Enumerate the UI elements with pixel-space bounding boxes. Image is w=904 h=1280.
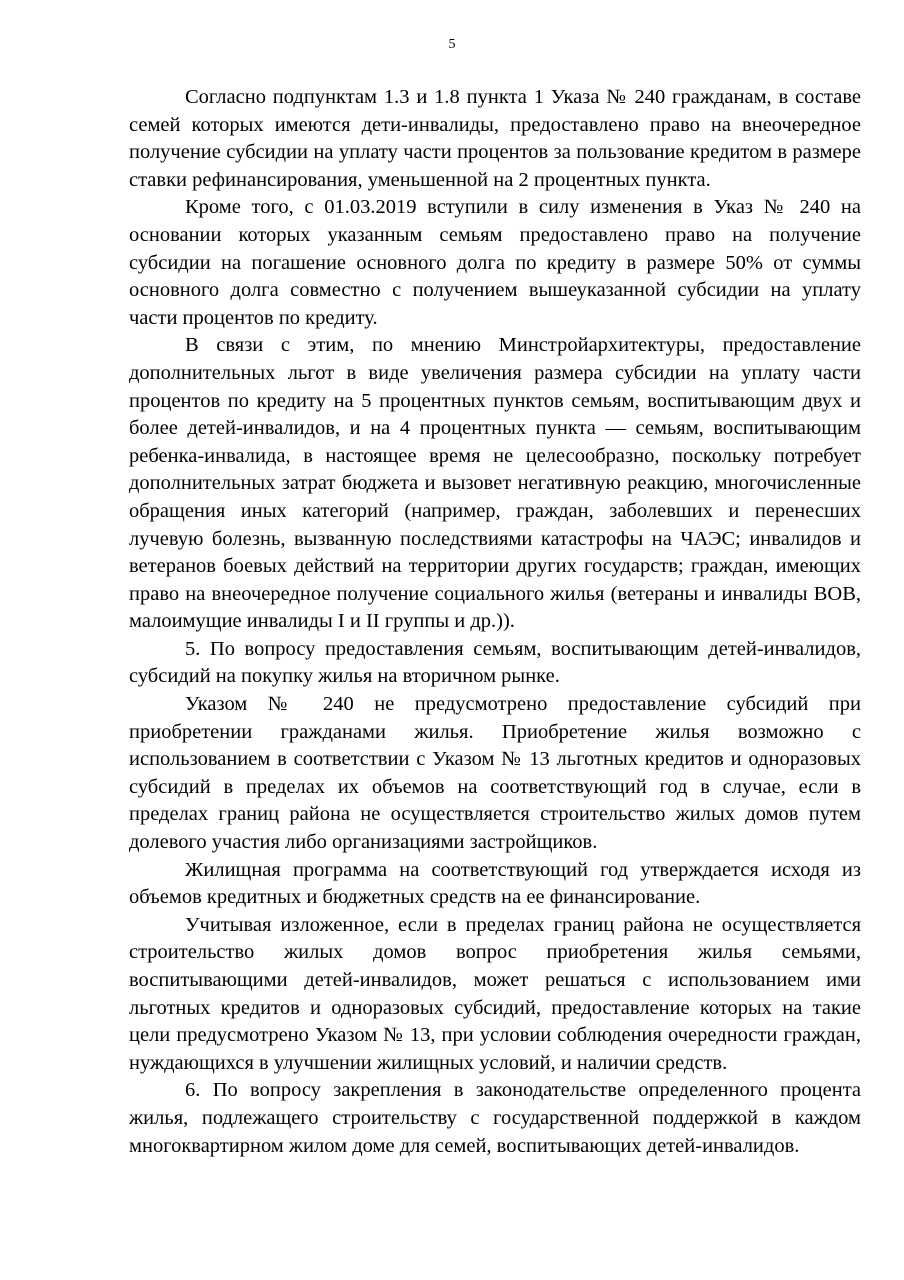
paragraph-section-6-heading: 6. По вопросу закрепления в законодательстве определенного процента жилья, подлежащего строительству с государственной поддержкой в каждом многоквартирном жилом доме для семей, воспитывающих детей-инвалидов. [129,1079,861,1157]
paragraph-ministry-opinion: В связи с этим, по мнению Минстройархитектуры, предоставление дополнительных льгот в виде увеличения размера субсидии на уплату части процентов по кредиту на 5 процентных пунктов семьям, воспитывающим двух и более детей-инвалидов, и на 4 процентных пункта — семьям, воспитывающим ребенка-инвалида, в настоящее время не целесообразно, поскольку потребует дополнительных затрат бюджета и вызовет негативную реакцию, многочисленные обращения иных категорий (например, граждан, заболевших и перенесших лучевую болезнь, вызванную последствиями катастрофы на ЧАЭС; инвалидов и ветеранов боевых действий на территории других государств; граждан, имеющих право на внеочередное получение социального жилья (ветераны и инвалиды ВОВ, малоимущие инвалиды I и II группы и др.)). [129,334,861,633]
paragraph-housing-program: Жилищная программа на соответствующий год утверждается исходя из объемов кредитных и бюджетных средств на ее финансирование. [129,858,861,909]
paragraph-conclusion: Учитывая изложенное, если в пределах границ района не осуществляется строительство жилых домов вопрос приобретения жилья семьями, воспитывающими детей-инвалидов, может решаться с использованием ими льготных кредитов и одноразовых субсидий, предоставление которых на такие цели предусмотрено Указом № 13, при условии соблюдения очередности граждан, нуждающихся в улучшении жилищных условий, и наличии средств. [129,913,861,1074]
page-number: 5 [448,37,456,52]
document-body [129,84,861,1160]
paragraph-section-5-heading: 5. По вопросу предоставления семьям, воспитывающим детей-инвалидов, субсидий на покупку жилья на вторичном рынке. [129,637,861,688]
paragraph-decree-240-purchase: Указом № 240 не предусмотрено предоставление субсидий при приобретении гражданами жилья. Приобретение жилья возможно с использованием в соответствии с Указом № 13 льготных кредитов и одноразовых субсидий в пределах их объемов на соответствующий год в случае, если в пределах границ района не осуществляется строительство жилых домов путем долевого участия либо организациями застройщиков. [129,693,861,854]
paragraph-amendments-2019: Кроме того, с 01.03.2019 вступили в силу изменения в Указ № 240 на основании которых указанным семьям предоставлено право на получение субсидии на погашение основного долга по кредиту в размере 50% от суммы основного долга совместно с получением вышеуказанной субсидии на уплату части процентов по кредиту. [129,196,861,329]
paragraph-subsidy-right: Согласно подпунктам 1.3 и 1.8 пункта 1 Указа № 240 гражданам, в составе семей которых имеются дети-инвалиды, предоставлено право на внеочередное получение субсидии на уплату части процентов за пользование кредитом в размере ставки рефинансирования, уменьшенной на 2 процентных пункта. [129,86,861,191]
